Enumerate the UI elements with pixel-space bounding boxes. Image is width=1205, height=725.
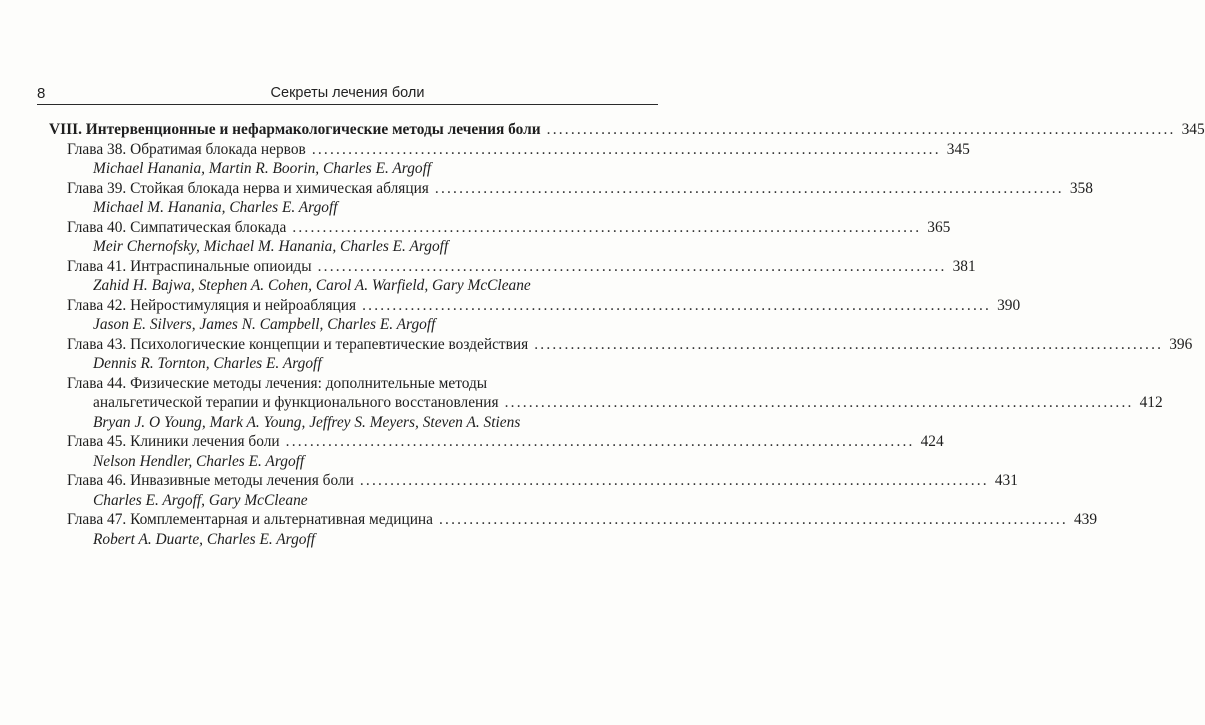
section-title: VIII. Интервенционные и нефармакологические методы лечения боли [49, 121, 541, 138]
toc-chapter-entry [49, 140, 970, 160]
chapter-page: 365 [927, 218, 951, 236]
chapter-title: Глава 45. Клиники лечения боли [67, 433, 280, 450]
dot-leader: ........................................................................................................ [546, 121, 1176, 138]
chapter-page: 424 [920, 433, 944, 450]
dot-leader: ........................................................................................................ [359, 472, 989, 489]
table-of-contents [49, 120, 1205, 549]
dot-leader: ........................................................................................................ [439, 511, 1068, 528]
dot-leader: ........................................................................................................ [362, 296, 992, 314]
dot-leader: ........................................................................................................ [504, 394, 1134, 411]
toc-chapter-entry [49, 335, 1193, 355]
chapter-authors: Robert A. Duarte, Charles E. Argoff [93, 530, 316, 548]
toc-chapter-entry [49, 179, 1093, 199]
chapter-title: Глава 38. Обратимая блокада нервов [67, 140, 306, 158]
toc-chapter-entry [49, 510, 1098, 530]
chapter-title: Глава 44. Физические методы лечения: дополнительные методы [67, 374, 488, 392]
chapter-authors: Jason E. Silvers, James N. Campbell, Charles E. Argoff [93, 316, 436, 333]
chapter-page: 439 [1073, 511, 1098, 528]
toc-chapter-entry [49, 374, 654, 394]
chapter-authors: Meir Chernofsky, Michael M. Hanania, Charles E. Argoff [93, 238, 449, 255]
chapter-title: Глава 39. Стойкая блокада нерва и химическая абляция [67, 179, 429, 197]
toc-chapter-entry-continued [49, 393, 1163, 413]
chapter-authors: Dennis R. Tornton, Charles E. Argoff [93, 355, 322, 372]
chapter-authors: Zahid H. Bajwa, Stephen A. Cohen, Carol A. Warfield, Gary McCleane [93, 277, 531, 294]
toc-chapter-entry [49, 296, 1021, 316]
chapter-page: 390 [997, 296, 1021, 314]
dot-leader: ........................................................................................................ [317, 257, 947, 275]
chapter-authors: Bryan J. O Young, Mark A. Young, Jeffrey S. Meyers, Steven A. Stiens [93, 413, 521, 431]
chapter-page: 412 [1139, 394, 1163, 411]
chapter-title: Глава 42. Нейростимуляция и нейроабляция [67, 296, 357, 314]
chapter-page: 345 [946, 140, 970, 158]
toc-chapter-entry [49, 432, 944, 452]
chapter-title: Глава 41. Интраспинальные опиоиды [67, 257, 312, 275]
chapter-page: 358 [1069, 179, 1093, 197]
dot-leader: ........................................................................................................ [292, 218, 922, 236]
chapter-authors: Nelson Hendler, Charles E. Argoff [93, 452, 305, 470]
dot-leader: ........................................................................................................ [434, 179, 1064, 197]
chapter-authors: Michael M. Hanania, Charles E. Argoff [93, 199, 338, 216]
toc-chapter-entry [49, 257, 976, 277]
page-header [37, 84, 658, 105]
chapter-title: Глава 46. Инвазивные методы лечения боли [67, 472, 354, 489]
running-title: Секреты лечения боли [270, 85, 425, 101]
dot-leader: ........................................................................................................ [285, 433, 915, 450]
chapter-authors: Charles E. Argoff, Gary McCleane [93, 491, 308, 509]
chapter-authors: Michael Hanania, Martin R. Boorin, Charles E. Argoff [93, 160, 432, 177]
chapter-page: 396 [1169, 335, 1193, 353]
dot-leader: ........................................................................................................ [311, 140, 941, 158]
chapter-title: Глава 43. Психологические концепции и терапевтические воздействия [67, 335, 529, 353]
toc-chapter-entry [49, 218, 951, 238]
toc-chapter-entry [49, 471, 1018, 491]
chapter-title: Глава 40. Симпатическая блокада [67, 218, 287, 236]
chapter-page: 431 [994, 472, 1018, 489]
chapter-title-continued: анальгетической терапии и функционального восстановления [93, 394, 499, 411]
chapter-page: 381 [952, 257, 976, 275]
toc-section-entry [49, 120, 1205, 140]
page-number: 8 [37, 85, 46, 102]
dot-leader: ........................................................................................................ [534, 335, 1164, 353]
chapter-title: Глава 47. Комплементарная и альтернативная медицина [67, 511, 433, 528]
section-page: 345 [1181, 121, 1205, 138]
